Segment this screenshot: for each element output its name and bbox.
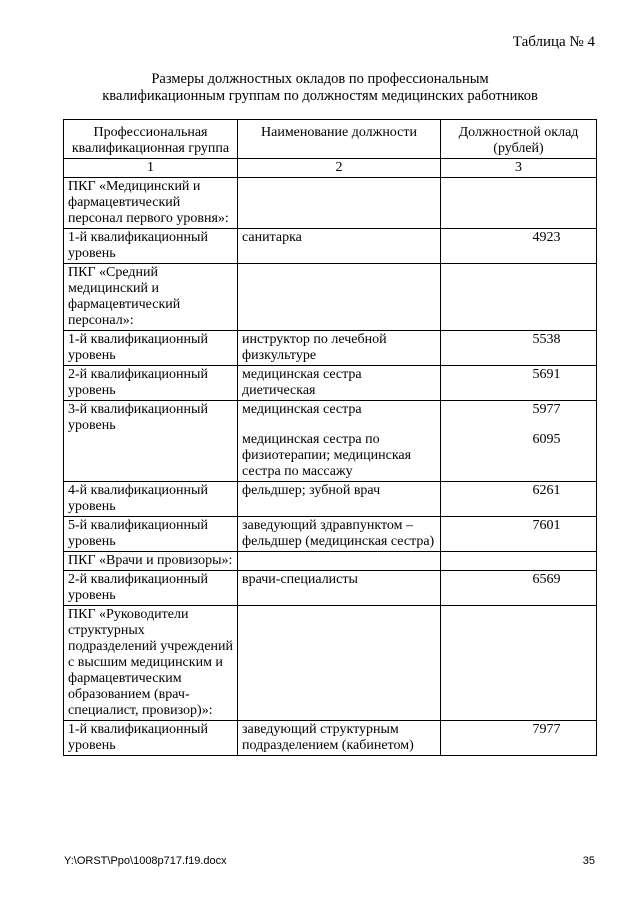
index-row	[64, 159, 597, 178]
position-cell	[238, 401, 441, 482]
footer-file-path: Y:\ORST\Ppo\1008p717.f19.docx	[64, 855, 227, 867]
header-position: Наименование должности	[238, 120, 441, 159]
group-cell: 1-й квалификационный уровень	[64, 331, 238, 366]
position-cell: фельдшер; зубной врач	[238, 482, 441, 517]
position-cell: заведующий структурным подразделением (кабинетом)	[238, 721, 441, 756]
table-row	[64, 482, 597, 517]
salary-cell	[441, 401, 597, 482]
title-line-2: квалификационным группам по должностям медицинских работников	[102, 88, 538, 104]
salary-cell: 7601	[441, 517, 597, 552]
salary-cell	[441, 264, 597, 331]
group-cell: 1-й квалификационный уровень	[64, 721, 238, 756]
position-cell: заведующий здравпунктом – фельдшер (медицинская сестра)	[238, 517, 441, 552]
position-cell: медицинская сестра диетическая	[238, 366, 441, 401]
position-cell: врачи-специалисты	[238, 571, 441, 606]
group-cell: 1-й квалификационный уровень	[64, 229, 238, 264]
table-row	[64, 331, 597, 366]
table-row	[64, 552, 597, 571]
table-row	[64, 264, 597, 331]
position-cell	[238, 552, 441, 571]
position-cell: инструктор по лечебной физкультуре	[238, 331, 441, 366]
table-row	[64, 178, 597, 229]
salary-cell: 4923	[441, 229, 597, 264]
salary-cell: 5538	[441, 331, 597, 366]
index-cell: 1	[64, 159, 238, 178]
table-number: Таблица № 4	[512, 34, 595, 50]
header-row	[64, 120, 597, 159]
table-row	[64, 571, 597, 606]
salary-cell	[441, 606, 597, 721]
group-cell: 4-й квалификационный уровень	[64, 482, 238, 517]
salary-cell: 5691	[441, 366, 597, 401]
header-group: Профессиональная квалификационная группа	[64, 120, 238, 159]
table-row	[64, 366, 597, 401]
table-row	[64, 517, 597, 552]
title-line-1: Размеры должностных окладов по профессиональным	[151, 71, 489, 87]
group-cell: 3-й квалификационный уровень	[64, 401, 238, 482]
salary-cell: 6569	[441, 571, 597, 606]
salary-entry: 6095	[532, 432, 561, 447]
position-cell	[238, 264, 441, 331]
table-row	[64, 606, 597, 721]
salary-cell	[441, 178, 597, 229]
group-cell: ПКГ «Медицинский и фармацевтический персонал первого уровня»:	[64, 178, 238, 229]
table-row	[64, 229, 597, 264]
salary-cell	[441, 552, 597, 571]
table-row	[64, 401, 597, 482]
position-cell	[238, 178, 441, 229]
salary-entry: 5977	[532, 402, 561, 417]
group-cell: ПКГ «Руководители структурных подразделений учреждений с высшим медицинским и фармацевтическим образованием (врач-специалист, провизор)»:	[64, 606, 238, 721]
index-cell: 2	[238, 159, 441, 178]
salary-cell: 7977	[441, 721, 597, 756]
table-title	[0, 71, 640, 105]
group-cell: ПКГ «Врачи и провизоры»:	[64, 552, 238, 571]
index-cell: 3	[441, 159, 597, 178]
table-row	[64, 721, 597, 756]
position-cell	[238, 606, 441, 721]
position-cell: санитарка	[238, 229, 441, 264]
page-number: 35	[582, 855, 595, 867]
group-cell: 2-й квалификационный уровень	[64, 571, 238, 606]
salary-cell: 6261	[441, 482, 597, 517]
header-salary: Должностной оклад (рублей)	[441, 120, 597, 159]
group-cell: 5-й квалификационный уровень	[64, 517, 238, 552]
position-entry: медицинская сестра	[242, 402, 362, 417]
position-entry: медицинская сестра по физиотерапии; медицинская сестра по массажу	[242, 432, 412, 479]
group-cell: 2-й квалификационный уровень	[64, 366, 238, 401]
salary-table	[63, 119, 597, 756]
group-cell: ПКГ «Средний медицинский и фармацевтический персонал»:	[64, 264, 238, 331]
